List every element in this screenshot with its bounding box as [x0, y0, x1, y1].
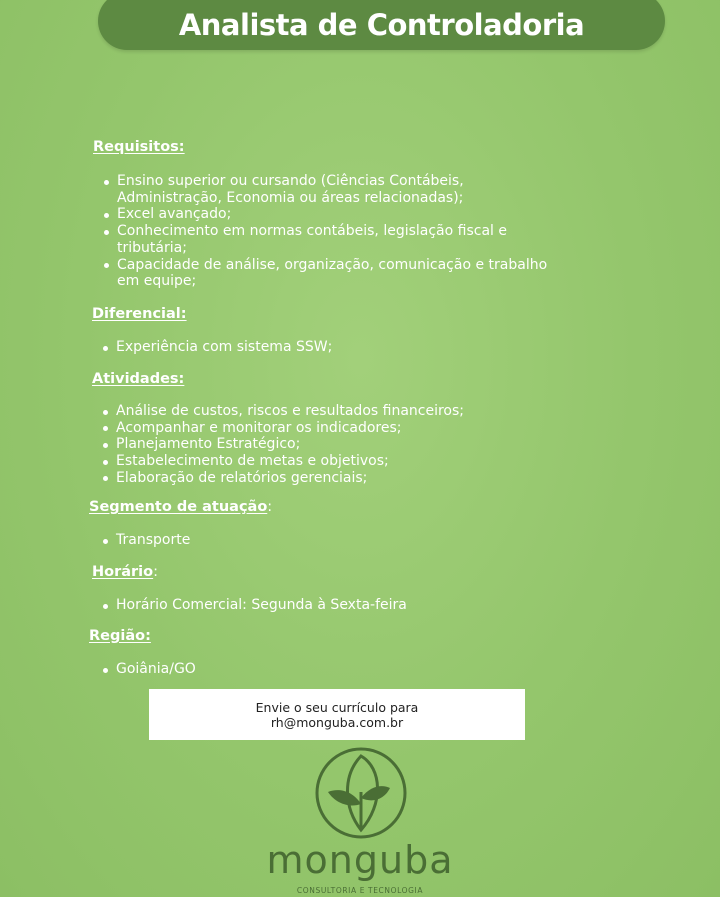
list-item: Acompanhar e monitorar os indicadores; — [101, 420, 561, 437]
regiao-heading: Região: — [89, 628, 151, 644]
list-item: Capacidade de análise, organização, comunicação e trabalho em equipe; — [102, 257, 557, 290]
list-item: Goiânia/GO — [101, 661, 561, 678]
horario-colon: : — [153, 564, 159, 580]
leaf-seed-logo-icon — [314, 746, 408, 840]
regiao-list — [101, 661, 561, 678]
horario-heading-wrap — [92, 564, 158, 580]
horario-list — [101, 597, 561, 614]
cta-email[interactable]: rh@monguba.com.br — [270, 714, 404, 730]
diferencial-heading: Diferencial: — [92, 306, 187, 322]
list-item: Conhecimento em normas contábeis, legislação fiscal e tributária; — [102, 223, 557, 256]
requisitos-list — [102, 173, 557, 290]
list-item: Horário Comercial: Segunda à Sexta-feira — [101, 597, 561, 614]
brand-name: monguba — [266, 838, 454, 882]
horario-heading: Horário — [92, 564, 154, 580]
list-item: Elaboração de relatórios gerenciais; — [101, 470, 561, 487]
brand-tagline: CONSULTORIA E TECNOLOGIA — [296, 886, 424, 895]
atividades-list — [101, 403, 561, 487]
cta-text: Envie o seu currículo para — [255, 699, 419, 715]
list-item: Planejamento Estratégico; — [101, 436, 561, 453]
segmento-heading-wrap — [89, 499, 272, 515]
segmento-list — [101, 532, 561, 549]
diferencial-list — [101, 339, 561, 356]
segmento-heading: Segmento de atuação — [89, 499, 268, 515]
atividades-heading: Atividades: — [92, 371, 185, 387]
cta-box — [149, 689, 525, 740]
requisitos-heading: Requisitos: — [93, 139, 185, 155]
list-item: Estabelecimento de metas e objetivos; — [101, 453, 561, 470]
title-banner — [98, 0, 665, 50]
list-item: Ensino superior ou cursando (Ciências Contábeis, Administração, Economia ou áreas relacionadas); — [102, 173, 557, 206]
list-item: Excel avançado; — [102, 206, 557, 223]
page-title: Analista de Controladoria — [178, 8, 585, 42]
list-item: Transporte — [101, 532, 561, 549]
list-item: Análise de custos, riscos e resultados financeiros; — [101, 403, 561, 420]
list-item: Experiência com sistema SSW; — [101, 339, 561, 356]
segmento-colon: : — [267, 499, 273, 515]
